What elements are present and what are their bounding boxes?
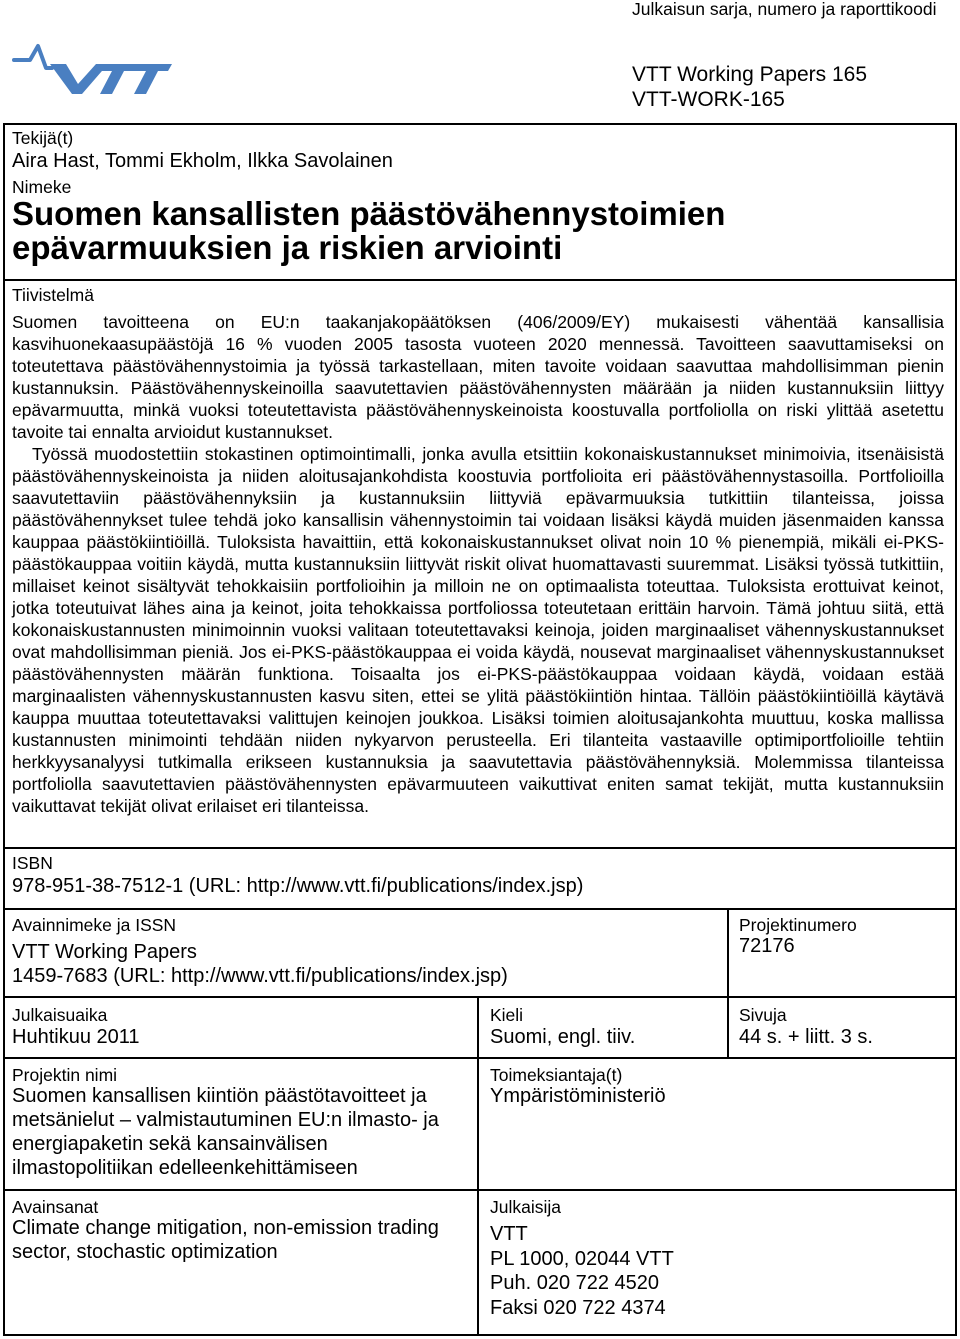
vrule-middle [477, 996, 479, 1336]
title-line-2: epävarmuuksien ja riskien arviointi [12, 229, 563, 266]
project-number-value: 72176 [739, 935, 795, 957]
publication-date-label: Julkaisuaika [12, 1005, 108, 1025]
publisher-block [490, 1222, 674, 1320]
pages-label: Sivuja [739, 1005, 787, 1025]
isbn-label: ISBN [12, 853, 53, 873]
frame-top-rule [3, 123, 957, 125]
issn-series-name: VTT Working Papers [12, 941, 197, 963]
publisher-fax: Faksi 020 722 4374 [490, 1296, 666, 1319]
abstract-paragraph-1: Suomen tavoitteena on EU:n taakanjakopäätöksen (406/2009/EY) mukaisesti vähentää kansallisia kasvihuonekaasupäästöjä 16 % vuoden 2005 tasosta vuoteen 2020 mennessä. Tavoitteen saavuttamiseksi on toteutettava päästövähennystoimia ja työssä tarkastellaan, miten tavoite voidaan saavuttaa mahdollisimman pienin kustannuksin. Päästövähennyskeinoilla saavutettavien päästövähennysten määrään ja niiden kustannuksiin liittyy epävarmuutta, minkä vuoksi toteutettavista päästövähennyskeinoista koostuvalla portfoliolla on riski ylittää asetettu tavoite tai ennalta arvioidut kustannukset. [12, 312, 944, 442]
authors-label: Tekijä(t) [12, 128, 74, 148]
title-line-1: Suomen kansallisten päästövähennystoimien [12, 195, 726, 232]
rule-below-isbn [3, 908, 957, 910]
vtt-logo [12, 38, 172, 98]
commissioned-by-label: Toimeksiantaja(t) [490, 1065, 623, 1085]
isbn-value: 978-951-38-7512-1 (URL: http://www.vtt.fi/publications/index.jsp) [12, 875, 584, 897]
rule-below-projname [3, 1189, 957, 1191]
title-label: Nimeke [12, 177, 72, 197]
frame-right-rule [955, 123, 957, 1336]
publication-date-value: Huhtikuu 2011 [12, 1026, 140, 1048]
rule-below-title [3, 279, 957, 281]
issn-value: 1459-7683 (URL: http://www.vtt.fi/publications/index.jsp) [12, 965, 508, 987]
language-label: Kieli [490, 1005, 524, 1025]
abstract-body [12, 311, 944, 817]
rule-below-issn [3, 996, 957, 998]
commissioned-by-value: Ympäristöministeriö [490, 1085, 666, 1107]
language-value: Suomi, engl. tiiv. [490, 1026, 636, 1048]
series-caption: Julkaisun sarja, numero ja raporttikoodi [632, 0, 937, 19]
publisher-address: PL 1000, 02044 VTT [490, 1247, 674, 1270]
issn-label: Avainnimeke ja ISSN [12, 915, 177, 935]
abstract-paragraph-2: Työssä muodostettiin stokastinen optimointimalli, jonka avulla etsittiin kokonaiskustannukset minimoivia, itsenäisistä päästövähennyskeinoista ja niiden aloitusajankohdista koostuvia portfolioita eri päästövähennystasoilla. Portfolioilla saavutettaviin päästövähennyksiin ja kustannuksiin liittyviä epävarmuuksia tutkittiin tilanteissa, joissa päästövähennykset tulee tehdä joko kansallisin vähennystoimin tai voidaan lisäksi käydä muiden jäsenmaiden kanssa kauppaa päästökiintiöillä. Tuloksista havaittiin, että kokonaiskustannukset olivat noin 10 % pienempiä, mikäli ei-PKS-päästökauppaa voitiin käydä, mutta kustannuksiin liittyvät riskit olivat huomattavasti suuremmat. Lisäksi työssä tutkittiin, millaiset keinot sisältyvät tehokkaisiin portfolioihin ja milloin ne on optimaalista toteuttaa. Tuloksista erottuivat keinot, jotka toteutuivat lähes aina ja keinot, joita tehokkaissa portfoliossa toteutetaan erittäin harvoin. Tämä johtuu siitä, että kokonaiskustannusten minimoinnin vuoksi valitaan toteutettavaksi keinoja, joiden marginaaliset vähennyskustannukset ovat mahdollisimman pieniä. Jos ei-PKS-päästökauppaa ei voida käydä, nousevat marginaaliset vähennyskustannukset päästövähennysten määrän funktiona. Toisaalta jos ei-PKS-päästökauppaa voidaan käydä, voidaan estää marginaalisten vähennyskustannusten kasvu siten, ettei se ylitä päästökiintiön hintaa. Tällöin päästökiintiöillä käytävä kauppa muuttaa toteutettavaksi valittujen keinojen joukkoa. Lisäksi toimien aloitusajankohta muuttuu, koska mallissa kustannusten minimointi tehdään niiden nykyarvon perusteella. Eri tilanteita vastaaville optimiportfolioille tehtiin herkkyysanalyysi tutkimalla erikseen kustannuksia ja saavutettavia päästövähennyksiä. Molemmissa tilanteissa portfoliolla saavutettavien päästövähennysten epävarmuuteen vaikuttivat eniten samat tekijät, mutta kustannuksiin vaikuttavat tekijät olivat erilaiset eri tilanteissa. [12, 444, 944, 816]
publisher-name: VTT [490, 1223, 528, 1245]
frame-left-rule [3, 123, 5, 1336]
frame-bottom-rule [3, 1334, 957, 1336]
abstract-label: Tiivistelmä [12, 285, 94, 305]
authors-value: Aira Hast, Tommi Ekholm, Ilkka Savolainen [12, 150, 393, 172]
document-title [12, 197, 942, 265]
project-name-label: Projektin nimi [12, 1065, 118, 1085]
rule-below-abstract [3, 847, 957, 849]
keywords-value: Climate change mitigation, non-emission trading sector, stochastic optimization [12, 1217, 439, 1263]
publisher-label: Julkaisija [490, 1197, 561, 1217]
project-name-value: Suomen kansallisen kiintiön päästötavoitteet ja metsänielut – valmistautuminen EU:n ilmasto- ja energiapaketin sekä kansainvälisen ilmastopolitiikan edelleenkehittämiseen [12, 1085, 439, 1179]
pages-value: 44 s. + liitt. 3 s. [739, 1026, 873, 1048]
rule-below-pubdate [3, 1057, 957, 1059]
project-number-label: Projektinumero [739, 915, 857, 935]
publisher-phone: Puh. 020 722 4520 [490, 1272, 660, 1294]
vrule-projno [727, 908, 729, 1058]
series-name: VTT Working Papers 165 [632, 63, 867, 86]
keywords-label: Avainsanat [12, 1197, 99, 1217]
report-code: VTT-WORK-165 [632, 88, 785, 111]
